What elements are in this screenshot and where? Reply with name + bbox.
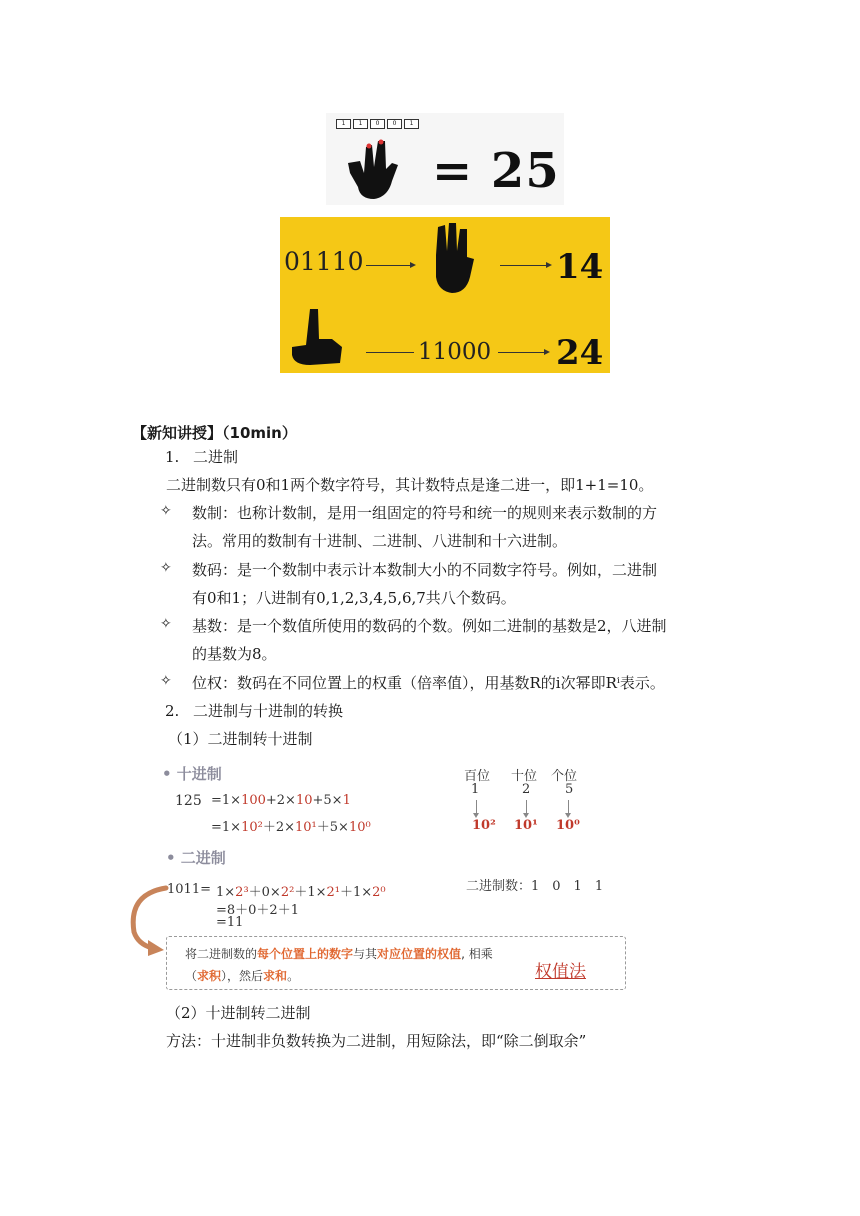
result-14: 14 <box>556 247 604 287</box>
binary-result-line: =11 <box>216 915 244 930</box>
item1-number: 1. <box>165 448 180 466</box>
bullet-text: 基数：是一个数值所使用的数码的个数。例如二进制的基数是2，八进制 <box>192 617 667 635</box>
item2-number: 2. <box>165 702 180 720</box>
subheading-decimal-to-binary: （2）十进制转二进制 <box>166 1004 311 1022</box>
decimal-expansion-line2: =1×10²＋2×10¹＋5×10⁰ <box>211 820 371 835</box>
bit-box: 0 <box>370 119 385 129</box>
bullet-text: 数制：也称计数制，是用一组固定的符号和统一的规则来表示数制的方 <box>192 504 658 522</box>
decimal-number: 125 <box>175 793 202 809</box>
binary-11000: 11000 <box>418 339 492 365</box>
arrow-line <box>366 352 414 353</box>
item1-title: 二进制 <box>193 448 239 466</box>
rule-text-line1: 将二进制数的每个位置上的数字与其对应位置的权值, 相乘 <box>185 947 493 961</box>
binary-sum-line: =8＋0＋2＋1 <box>216 903 299 918</box>
arrow-line <box>366 265 410 266</box>
section-heading: 【新知讲授】（10min） <box>132 424 297 442</box>
bullet-text: 有0和1；八进制有0,1,2,3,4,5,6,7共八个数码。 <box>192 589 516 607</box>
binary-hand-yellow-image <box>280 217 610 373</box>
down-arrow-icon <box>526 800 527 816</box>
decimal-heading: • 十进制 <box>162 765 222 783</box>
weight-method-box <box>166 936 626 990</box>
place-power: 10² <box>472 818 496 833</box>
bullet-text: 的基数为8。 <box>192 645 277 663</box>
decimal-to-binary-method: 方法：十进制非负数转换为二进制，用短除法，即“除二倒取余” <box>166 1032 587 1050</box>
binary-expansion-line1: 1×2³＋0×2²＋1×2¹＋1×2⁰ <box>216 885 386 900</box>
binary-01110: 01110 <box>284 247 364 276</box>
down-arrow-icon <box>476 800 477 816</box>
bullet-text: 位权：数码在不同位置上的权重（倍率值），用基数R的i次幂即Rⁱ表示。 <box>192 674 665 692</box>
arrow-head-icon <box>544 349 550 355</box>
place-power: 10¹ <box>514 818 538 833</box>
binary-digits-label: 二进制数：1 0 1 1 <box>466 879 604 894</box>
bullet-icon: ✧ <box>160 673 172 689</box>
bit-box: 1 <box>404 119 419 129</box>
bit-box: 0 <box>387 119 402 129</box>
down-arrow-icon <box>568 800 569 816</box>
subheading-binary-to-decimal: （1）二进制转十进制 <box>168 730 313 748</box>
bit-box: 1 <box>336 119 351 129</box>
decimal-expansion-line1: =1×100+2×10+5×1 <box>211 793 351 808</box>
item2-title: 二进制与十进制的转换 <box>193 702 344 720</box>
curved-arrow-icon <box>122 884 172 956</box>
place-digit: 2 <box>522 782 531 797</box>
arrow-line <box>500 265 546 266</box>
arrow-head-icon <box>410 262 416 268</box>
place-label-ones: 个位 <box>551 769 578 784</box>
index-finger-hand-icon <box>288 305 346 369</box>
bullet-icon: ✧ <box>160 616 172 632</box>
equals-25-text: = 25 <box>432 143 560 199</box>
arrow-line <box>498 352 544 353</box>
three-finger-hand-icon <box>430 221 480 297</box>
bit-box: 1 <box>353 119 368 129</box>
bullet-icon: ✧ <box>160 503 172 519</box>
binary-heading: • 二进制 <box>166 849 226 867</box>
place-power: 10⁰ <box>556 818 580 833</box>
place-label-tens: 十位 <box>511 769 538 784</box>
rock-hand-icon <box>340 133 410 203</box>
bullet-icon: ✧ <box>160 560 172 576</box>
place-digit: 5 <box>565 782 574 797</box>
binary-intro: 二进制数只有0和1两个数字符号，其计数特点是逢二进一，即1+1=10。 <box>166 476 654 494</box>
hand-equals-25-image <box>326 113 564 205</box>
binary-number: 1011= <box>167 882 211 897</box>
arrow-head-icon <box>546 262 552 268</box>
bullet-text: 数码：是一个数制中表示计本数制大小的不同数字符号。例如，二进制 <box>192 561 658 579</box>
place-label-hundreds: 百位 <box>464 769 491 784</box>
place-digit: 1 <box>471 782 480 797</box>
bullet-text: 法。常用的数制有十进制、二进制、八进制和十六进制。 <box>192 532 568 550</box>
result-24: 24 <box>556 333 604 373</box>
weight-method-label: 权值法 <box>535 962 586 982</box>
rule-text-line2: （求积），然后求和。 <box>185 969 300 983</box>
